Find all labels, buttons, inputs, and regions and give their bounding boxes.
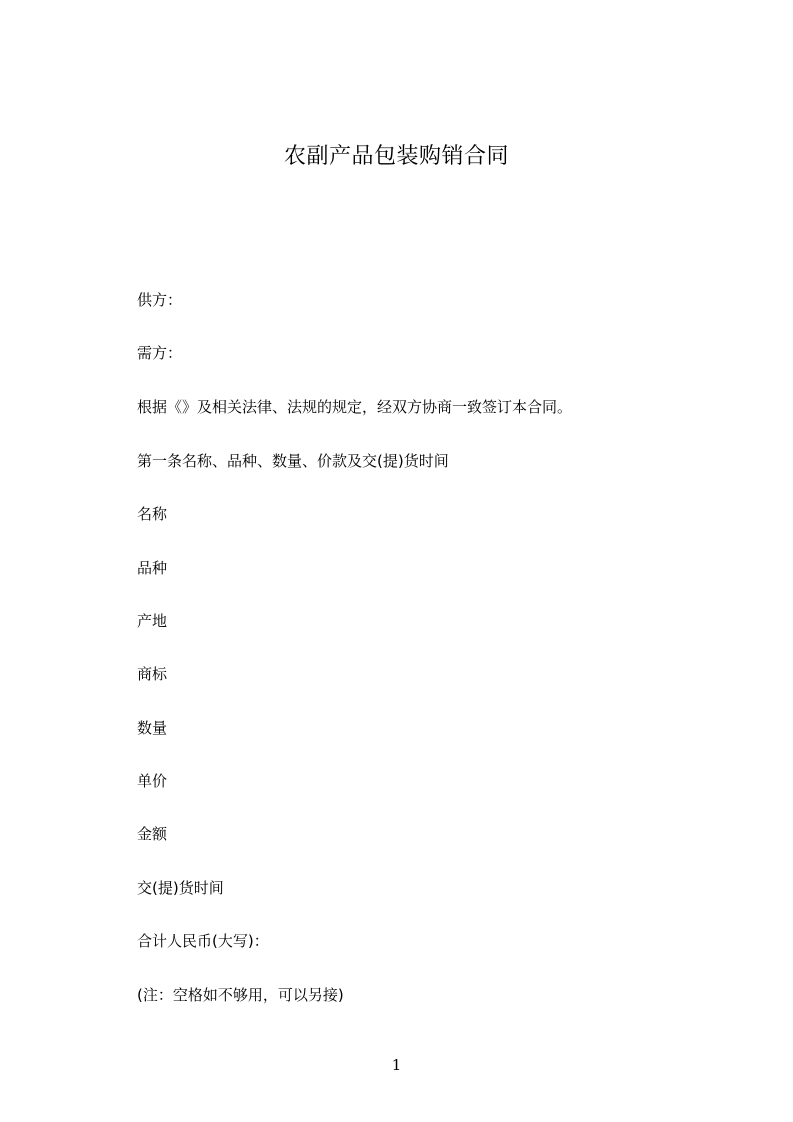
field-name: 名称 xyxy=(137,505,168,523)
note-text: (注：空格如不够用，可以另接) xyxy=(137,986,344,1004)
preamble-text: 根据《》及相关法律、法规的规定，经双方协商一致签订本合同。 xyxy=(137,398,573,416)
document-title: 农副产品包装购销合同 xyxy=(283,144,509,169)
field-variety: 品种 xyxy=(137,559,168,577)
field-quantity: 数量 xyxy=(137,719,168,737)
buyer-label: 需方： xyxy=(137,344,183,362)
field-unit-price: 单价 xyxy=(137,772,168,790)
article-one-heading: 第一条名称、品种、数量、价款及交(提)货时间 xyxy=(137,452,449,470)
page-number: 1 xyxy=(391,1056,402,1074)
field-trademark: 商标 xyxy=(137,665,168,683)
field-amount: 金额 xyxy=(137,825,168,843)
field-origin: 产地 xyxy=(137,612,168,630)
supplier-label: 供方： xyxy=(137,291,183,309)
total-rmb-label: 合计人民币(大写)： xyxy=(137,932,269,950)
field-delivery-time: 交(提)货时间 xyxy=(137,879,224,897)
